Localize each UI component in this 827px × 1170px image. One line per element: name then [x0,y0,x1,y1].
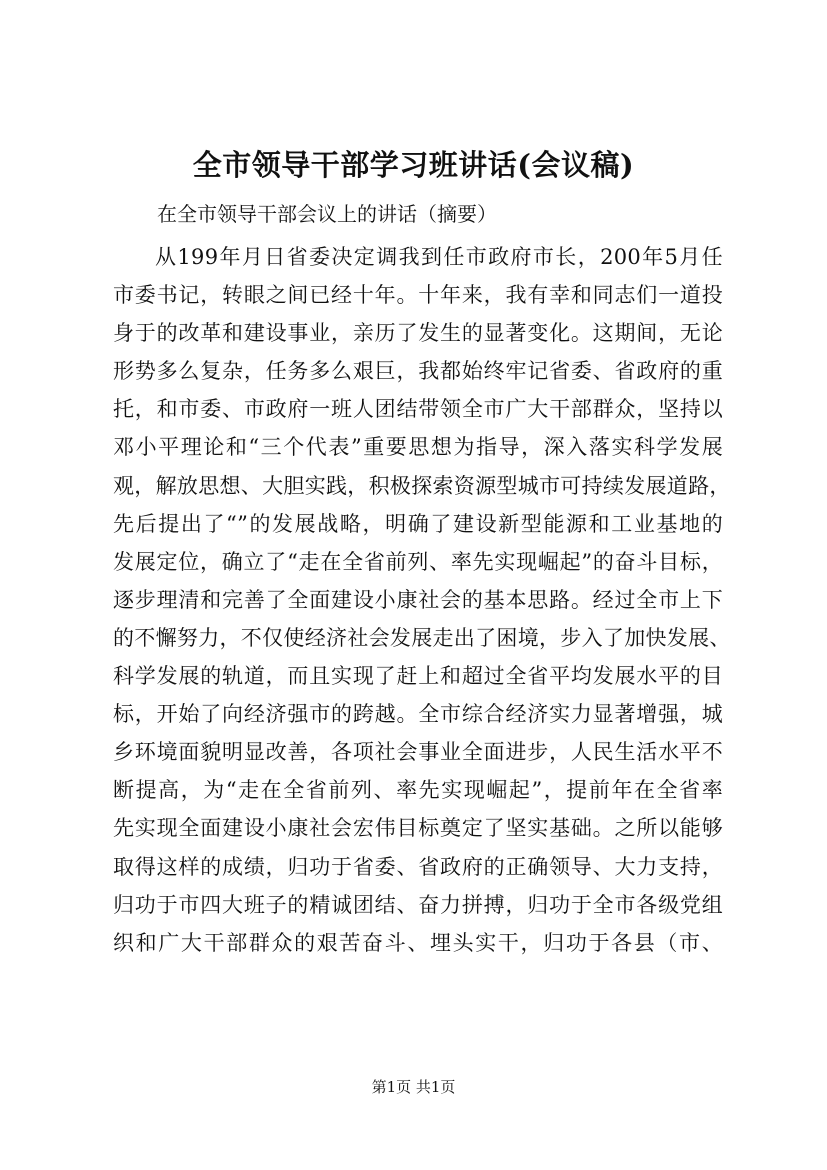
body-line: 先后提出了“”的发展战略，明确了建设新型能源和工业基地的 [113,511,723,536]
body-line: 观，解放思想、大胆实践，积极探索资源型城市可持续发展道路， [113,473,731,498]
body-line: 发展定位，确立了“走在全省前列、率先实现崛起”的奋斗目标， [113,549,723,574]
body-line: 织和广大干部群众的艰苦奋斗、埋头实干，归功于各县（市、 [113,930,723,955]
document-body [113,238,731,962]
body-line: 归功于市四大班子的精诚团结、奋力拼搏，归功于全市各级党组 [113,892,723,917]
document-subtitle: 在全市领导干部会议上的讲话（摘要） [157,202,497,226]
body-line: 先实现全面建设小康社会宏伟目标奠定了坚实基础。之所以能够 [113,816,723,841]
body-line: 取得这样的成绩，归功于省委、省政府的正确领导、大力支持， [113,854,723,879]
body-line: 乡环境面貌明显改善，各项社会事业全面进步，人民生活水平不 [113,740,723,765]
page-footer: 第1页 共1页 [371,1078,456,1096]
body-line: 托，和市委、市政府一班人团结带领全市广大干部群众，坚持以 [113,397,723,422]
body-line: 的不懈努力，不仅使经济社会发展走出了困境，步入了加快发展、 [113,625,731,650]
body-line: 断提高，为“走在全省前列、率先实现崛起”，提前年在全省率 [113,778,723,803]
body-line: 标，开始了向经济强市的跨越。全市综合经济实力显著增强，城 [113,702,723,727]
body-line: 邓小平理论和“三个代表”重要思想为指导，深入落实科学发展 [113,435,723,460]
body-line: 从199年月日省委决定调我到任市政府市长，200年5月任 [155,245,723,269]
body-line: 形势多么复杂，任务多么艰巨，我都始终牢记省委、省政府的重 [113,359,723,384]
body-line: 身于的改革和建设事业，亲历了发生的显著变化。这期间，无论 [113,321,723,346]
document-title: 全市领导干部学习班讲话(会议稿) [192,148,635,182]
body-line: 逐步理清和完善了全面建设小康社会的基本思路。经过全市上下 [113,587,723,612]
body-line: 科学发展的轨道，而且实现了赶上和超过全省平均发展水平的目 [113,664,723,689]
body-line: 市委书记，转眼之间已经十年。十年来，我有幸和同志们一道投 [113,283,723,308]
